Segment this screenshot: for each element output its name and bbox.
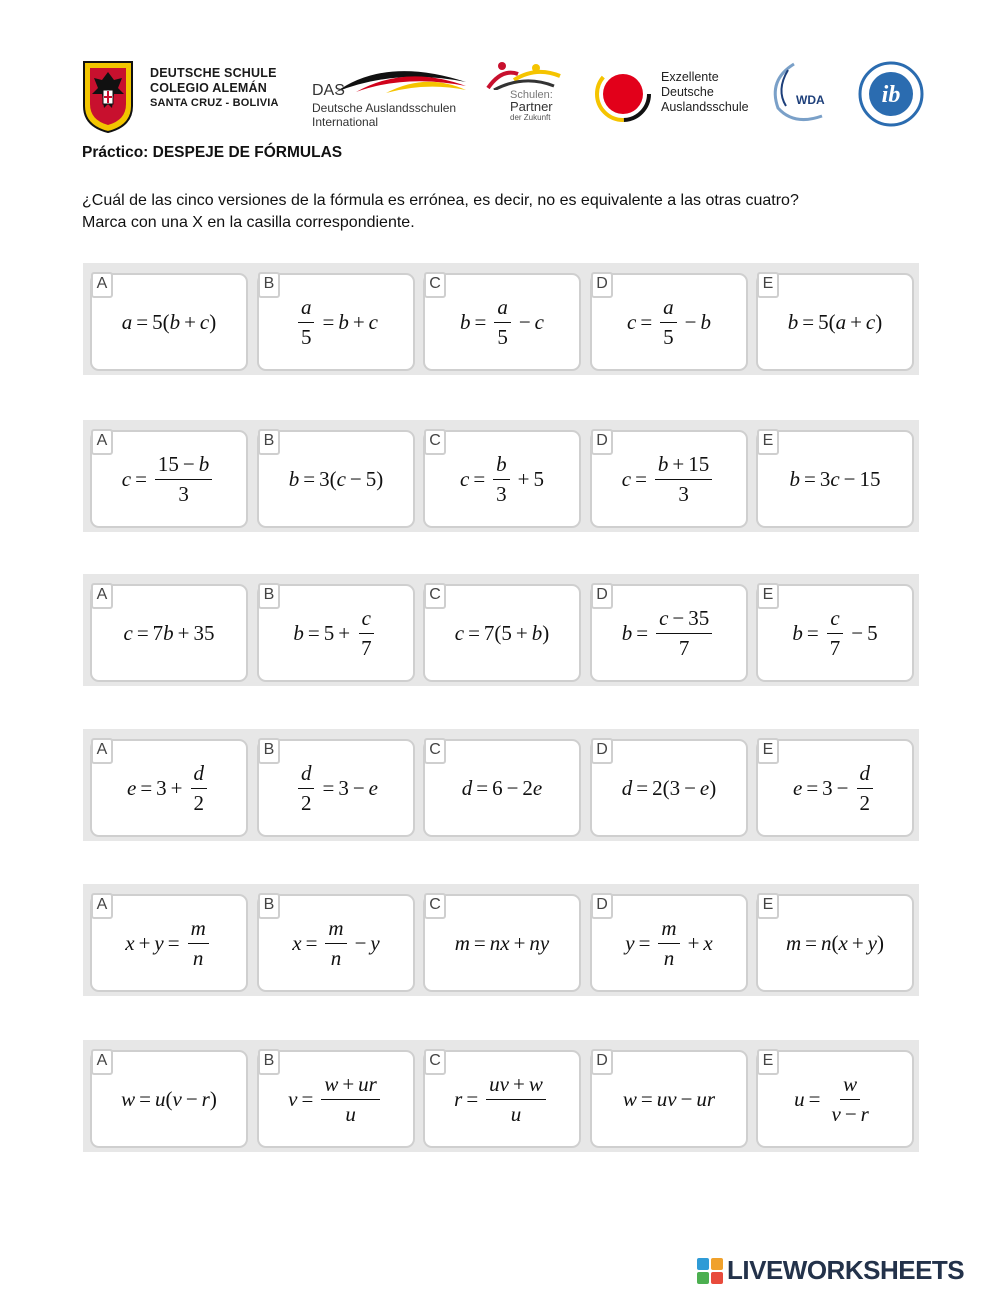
option-5d[interactable]	[590, 894, 748, 992]
formula: b = 5 + $\frac{c}{7}$	[259, 586, 413, 680]
option-5e[interactable]	[756, 894, 914, 992]
option-letter: D	[591, 893, 613, 919]
option-letter: B	[258, 893, 280, 919]
question-1	[83, 263, 919, 375]
option-letter: B	[258, 738, 280, 764]
option-letter: C	[424, 738, 446, 764]
exzellente-circle-icon	[595, 64, 651, 124]
formula: d = 2(3 − e )	[621, 775, 717, 800]
formula: x + y = $\frac{m}{n}$	[92, 896, 246, 990]
option-letter: B	[258, 429, 280, 455]
option-letter: A	[91, 738, 113, 764]
formula: c = 7(5 + b )	[454, 620, 550, 645]
question-6	[83, 1040, 919, 1152]
option-3d[interactable]	[590, 584, 748, 682]
option-letter: B	[258, 1049, 280, 1075]
option-3a[interactable]	[90, 584, 248, 682]
formula: m = n ( x + y )	[785, 930, 884, 955]
svg-text:WDA: WDA	[796, 93, 825, 107]
option-1c[interactable]	[423, 273, 581, 371]
option-letter: C	[424, 583, 446, 609]
question-5	[83, 884, 919, 996]
formula: c = $\frac{a}{5}$ − b	[626, 295, 711, 349]
option-4d[interactable]	[590, 739, 748, 837]
option-5c[interactable]	[423, 894, 581, 992]
option-letter: A	[91, 429, 113, 455]
exzellente-logo: Exzellente Deutsche Auslandsschule	[595, 64, 755, 130]
option-letter: E	[757, 738, 779, 764]
formula: $\frac{a}{5}$ = b + c	[259, 275, 413, 369]
formula: w = uv − ur	[622, 1086, 716, 1111]
option-letter: E	[757, 583, 779, 609]
option-letter: C	[424, 1049, 446, 1075]
liveworksheets-text: LIVEWORKSHEETS	[727, 1255, 965, 1285]
option-4c[interactable]	[423, 739, 581, 837]
formula: y = $\frac{m}{n}$ + x	[625, 916, 713, 970]
option-3e[interactable]	[756, 584, 914, 682]
option-2d[interactable]	[590, 430, 748, 528]
option-2b[interactable]	[257, 430, 415, 528]
option-letter: E	[757, 893, 779, 919]
header-logos	[80, 58, 930, 140]
school-name: DEUTSCHE SCHULE COLEGIO ALEMÁN SANTA CRUZ - BOLIVIA	[150, 66, 279, 109]
formula: c = $\frac{15 - b}{3}$	[92, 432, 246, 526]
option-letter: D	[591, 272, 613, 298]
option-6b[interactable]	[257, 1050, 415, 1148]
formula: w = u ( v − r )	[121, 1086, 217, 1111]
option-letter: C	[424, 429, 446, 455]
option-1d[interactable]	[590, 273, 748, 371]
option-letter: A	[91, 893, 113, 919]
ib-logo	[857, 60, 925, 128]
option-3b[interactable]	[257, 584, 415, 682]
das-logo: DAS Deutsche Auslandsschulen International	[312, 64, 472, 128]
option-2e[interactable]	[756, 430, 914, 528]
formula: d = 6 − 2 e	[461, 775, 543, 800]
formula: b = 5( a + c )	[787, 309, 883, 334]
option-3c[interactable]	[423, 584, 581, 682]
formula: b = $\frac{c}{7}$ − 5	[792, 606, 878, 660]
option-letter: C	[424, 272, 446, 298]
formula: b = $\frac{c - 35}{7}$	[592, 586, 746, 680]
option-letter: B	[258, 272, 280, 298]
option-4a[interactable]	[90, 739, 248, 837]
wda-globe-icon	[764, 60, 844, 128]
svg-text:ib: ib	[881, 82, 901, 108]
formula: e = 3 + $\frac{d}{2}$	[92, 741, 246, 835]
instructions: ¿Cuál de las cinco versiones de la fórmula es errónea, es decir, no es equivalente a las otras cuatro? Marca con una X en la casilla correspondiente.	[82, 192, 799, 231]
question-4	[83, 729, 919, 841]
ib-seal-icon	[857, 60, 925, 128]
partner-figures-icon	[484, 60, 568, 90]
formula: e = 3 − $\frac{d}{2}$	[758, 741, 912, 835]
formula: m = nx + ny	[454, 930, 550, 955]
option-2a[interactable]	[90, 430, 248, 528]
das-swoosh-icon	[336, 64, 466, 94]
option-1a[interactable]	[90, 273, 248, 371]
partner-logo: Schulen: Partner der Zukunft	[484, 60, 568, 130]
option-6e[interactable]	[756, 1050, 914, 1148]
option-letter: C	[424, 893, 446, 919]
option-letter: E	[757, 429, 779, 455]
page-title: Práctico: DESPEJE DE FÓRMULAS	[82, 144, 343, 161]
formula: a = 5( b + c )	[121, 309, 217, 334]
option-letter: A	[91, 1049, 113, 1075]
option-letter: D	[591, 738, 613, 764]
option-letter: B	[258, 583, 280, 609]
school-crest-logo	[82, 60, 134, 134]
option-letter: D	[591, 429, 613, 455]
formula: c = 7 b + 35	[123, 620, 215, 645]
option-letter: E	[757, 1049, 779, 1075]
option-letter: A	[91, 272, 113, 298]
option-letter: D	[591, 583, 613, 609]
option-2c[interactable]	[423, 430, 581, 528]
liveworksheets-icon	[697, 1258, 723, 1284]
option-6c[interactable]	[423, 1050, 581, 1148]
formula: u = $\frac{w}{v - r}$	[794, 1072, 869, 1126]
option-6a[interactable]	[90, 1050, 248, 1148]
formula: b = $\frac{a}{5}$ − c	[459, 295, 544, 349]
question-3	[83, 574, 919, 686]
option-6d[interactable]	[590, 1050, 748, 1148]
option-letter: E	[757, 272, 779, 298]
question-2	[83, 420, 919, 532]
formula: b = 3( c − 5)	[288, 466, 384, 491]
option-letter: D	[591, 1049, 613, 1075]
formula: c = $\frac{b + 15}{3}$	[592, 432, 746, 526]
formula: $\frac{d}{2}$ = 3 − e	[259, 741, 413, 835]
liveworksheets-logo[interactable]	[697, 1255, 997, 1287]
option-1b[interactable]	[257, 273, 415, 371]
option-4b[interactable]	[257, 739, 415, 837]
option-4e[interactable]	[756, 739, 914, 837]
option-5a[interactable]	[90, 894, 248, 992]
formula: c = $\frac{b}{3}$ + 5	[459, 452, 544, 506]
wda-logo	[764, 60, 844, 130]
formula: x = $\frac{m}{n}$ − y	[292, 916, 380, 970]
formula: b = 3 c − 15	[789, 466, 881, 491]
formula: r = $\frac{uv + w}{u}$	[425, 1052, 579, 1146]
option-5b[interactable]	[257, 894, 415, 992]
option-1e[interactable]	[756, 273, 914, 371]
option-letter: A	[91, 583, 113, 609]
formula: v = $\frac{w + ur}{u}$	[259, 1052, 413, 1146]
